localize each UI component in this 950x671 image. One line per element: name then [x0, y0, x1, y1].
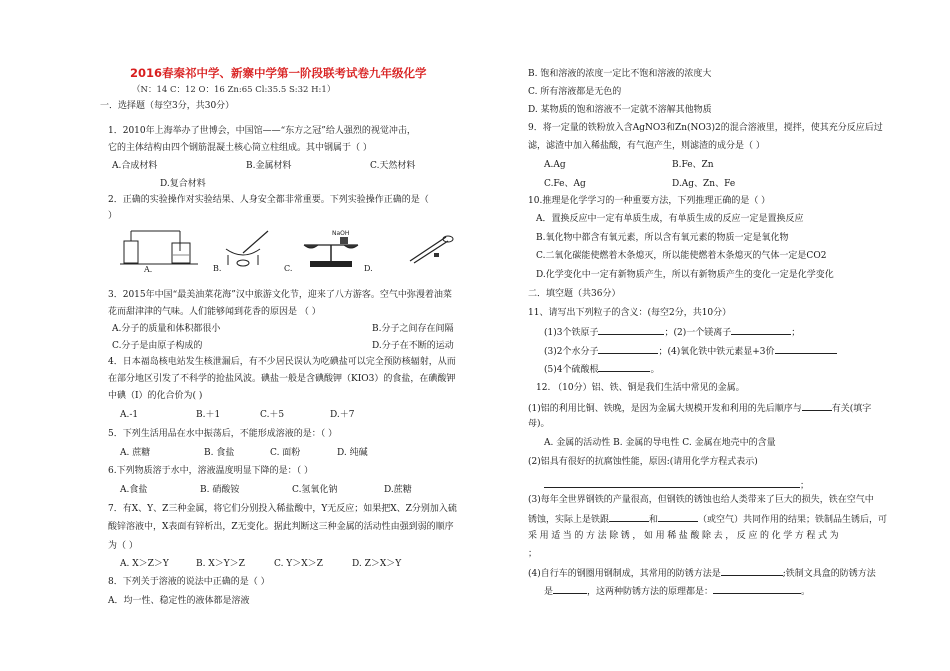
q12-part3-text-a: 锈蚀，实际上是铁跟 [528, 515, 610, 525]
q12-part2-end: ； [800, 481, 810, 491]
q11-row3 [544, 362, 660, 376]
q6-option-a: A.食盐 [120, 485, 148, 495]
q2-label-c: C. [284, 264, 293, 273]
q11-row2 [544, 344, 837, 358]
q5-line1: 5．下列生活用品在水中振荡后，不能形成溶液的是：（ ） [108, 429, 338, 439]
q4-option-d: D.＋7 [330, 410, 355, 420]
q4-line1: 4．日本福岛核电站发生核泄漏后，有不少居民误认为吃碘盐可以完全预防核辐射，从而 [108, 357, 456, 367]
q7-line3: 为（ ） [108, 541, 138, 551]
q9-line1: 9．将一定量的铁粉放入含AgNO3和Zn(NO3)2的混合溶液里，搅拌，使其充分反应后过 [528, 123, 883, 133]
q3-line1: 3．2015年中国“最美油菜花海”汉中旅游文化节，迎来了八方游客。空气中弥漫着油菜 [108, 290, 452, 300]
q11-p2-end: ； [791, 328, 801, 338]
q12-part3-end: ； [528, 549, 538, 559]
q7-option-c: C. Y＞X＞Z [274, 559, 323, 569]
q2-label-b: B. [213, 264, 222, 273]
q6-option-c: C.氢氧化钠 [292, 485, 338, 495]
q11-p1: (1)3个铁原子 [544, 328, 599, 338]
q6-line1: 6.下列物质溶于水中，溶液温度明显下降的是：（ ） [108, 466, 313, 476]
apparatus-c-balance-icon [296, 227, 366, 269]
q12-part3-text-b: 和 [649, 515, 659, 525]
apparatus-d-icon [400, 227, 460, 267]
q12-part1-line2: 母)。 [528, 419, 550, 429]
q8-option-b: B. 饱和溶液的浓度一定比不饱和溶液的浓度大 [528, 69, 712, 79]
q9-option-b: B.Fe、Zn [672, 160, 714, 170]
q2-line2: ） [108, 211, 118, 221]
q3-line2: 花而甜津津的气味。人们能够闻到花香的原因是 （ ） [108, 307, 321, 317]
atomic-masses: （N：14 C：12 O：16 Zn:65 Cl:35.5 S:32 H:1） [132, 85, 336, 95]
q12-blank-2[interactable] [609, 512, 649, 522]
q3-option-c: C.分子是由原子构成的 [112, 341, 203, 351]
q8-option-d: D. 某物质的饱和溶液不一定就不溶解其他物质 [528, 105, 712, 115]
q6-option-b: B. 硝酸铵 [200, 485, 240, 495]
q12-part4-line2 [544, 584, 810, 598]
q11-p2: ；(2)一个镁离子 [664, 328, 732, 338]
q12-blank-6[interactable] [713, 584, 801, 594]
q9-option-a: A.Ag [544, 160, 566, 170]
q7-option-d: D. Z＞X＞Y [352, 559, 402, 569]
q9-option-d: D.Ag、Zn、Fe [672, 179, 736, 189]
q11-blank-3[interactable] [598, 344, 658, 354]
q1-line2: 它的主体结构由四个钢筋混凝土核心筒立柱组成。其中钢属于（ ） [108, 143, 372, 153]
q12-blank-3[interactable] [658, 512, 698, 522]
q3-option-b: B.分子之间存在间隔 [372, 324, 454, 334]
q10-option-a: A．置换反应中一定有单质生成，有单质生成的反应一定是置换反应 [536, 214, 804, 224]
q7-line1: 7．有X、Y、Z三种金属，将它们分别投入稀盐酸中，Y无反应；如果把X、Z分别加入硫 [108, 504, 457, 514]
section-fill-heading: 二．填空题（共36分） [528, 289, 621, 299]
q7-option-b: B. X＞Y＞Z [196, 559, 245, 569]
q4-line3: 中碘（I）的化合价为( ) [108, 391, 203, 401]
q1-option-c: C.天然材料 [370, 161, 416, 171]
q5-option-b: B. 食盐 [204, 448, 235, 458]
q11-blank-4[interactable] [775, 344, 837, 354]
q3-option-a: A.分子的质量和体积都很小 [112, 324, 221, 334]
q1-option-d: D.复合材料 [160, 179, 206, 189]
q10-option-b: B.氧化物中都含有氧元素，所以含有氧元素的物质一定是氧化物 [536, 233, 789, 243]
q11-p5-end: 。 [650, 365, 660, 375]
q8-option-a: A．均一性、稳定性的液体都是溶液 [108, 596, 250, 606]
apparatus-a-icon [120, 227, 200, 267]
apparatus-b-icon [218, 227, 278, 267]
q12-part4-end: 。 [801, 587, 811, 597]
q12-blank-5[interactable] [553, 584, 587, 594]
q11-line1: 11、请写出下列粒子的含义：(每空2分，共10分） [528, 308, 732, 318]
q11-p4: ；(4)氧化铁中铁元素显+3价 [658, 347, 775, 357]
q1-option-a: A.合成材料 [112, 161, 158, 171]
q12-part4-text-d: ，这两种防锈方法的原理都是： [587, 587, 714, 597]
q10-option-d: D.化学变化中一定有新物质产生，所以有新物质产生的变化一定是化学变化 [536, 270, 834, 280]
q11-blank-5[interactable] [598, 362, 650, 372]
q12-part3-line1: (3)每年全世界钢铁的产量很高，但钢铁的锈蚀也给人类带来了巨大的损失，铁在空气中 [528, 495, 874, 505]
q5-option-a: A. 蔗糖 [120, 448, 151, 458]
q12-part4-text-b: ;铁制文具盒的防锈方法 [782, 569, 876, 579]
q2-label-a: A． [144, 265, 158, 274]
q7-line2: 酸锌溶液中，X表面有锌析出，Z无变化。据此判断这三种金属的活动性由强到弱的顺序 [108, 522, 454, 532]
q12-options: A. 金属的活动性 B. 金属的导电性 C. 金属在地壳中的含量 [544, 438, 776, 448]
q12-blank-4[interactable] [721, 566, 783, 576]
exam-title: 2016春秦祁中学、新寨中学第一阶段联考试卷九年级化学 [130, 66, 427, 80]
q9-option-c: C.Fe、Ag [544, 179, 586, 189]
q12-part3-text-c: （或空气）共同作用的结果；铁制品生锈后，可 [698, 515, 888, 525]
section-choice-heading: 一．选择题（每空3分，共30分） [100, 101, 235, 111]
q10-option-c: C.二氧化碳能使燃着木条熄灭，所以能使燃着木条熄灭的气体一定是CO2 [536, 251, 827, 261]
q12-part1 [528, 401, 871, 415]
q4-line2: 在部分地区引发了不科学的抢盐风波。碘盐一般是含碘酸钾（KIO3）的食盐，在碘酸钾 [108, 374, 456, 384]
q6-option-d: D.蔗糖 [384, 485, 412, 495]
q12-part4-text-c: 是 [544, 587, 554, 597]
q5-option-d: D. 纯碱 [337, 448, 368, 458]
q12-blank-1[interactable] [802, 401, 832, 411]
q12-part4-line1 [528, 566, 876, 580]
q7-option-a: A. X＞Z＞Y [120, 559, 169, 569]
q12-blank-equation-1[interactable] [544, 478, 800, 488]
q12-part3-line3: 采用适当的方法除锈，如用稀盐酸除去，反应的化学方程式为 [528, 531, 842, 541]
q4-option-a: A.-1 [120, 410, 139, 420]
q12-part4-text-a: (4)自行车的钢圈用钢制成，其常用的防锈方法是 [528, 569, 721, 579]
q12-line1: 12. （10分）铝、铁、铜是我们生活中常见的金属。 [536, 383, 745, 393]
q3-option-d: D.分子在不断的运动 [372, 341, 454, 351]
q11-row1 [544, 325, 800, 339]
q2-apparatus-figures [100, 227, 495, 275]
q12-part1-end: 有关(填字 [831, 404, 872, 414]
q11-blank-2[interactable] [731, 325, 791, 335]
q8-option-c: C. 所有溶液都是无色的 [528, 87, 622, 97]
q12-part2-answer [544, 478, 809, 492]
q11-p5: (5)4个硫酸根 [544, 365, 599, 375]
q12-part3-line4 [528, 548, 537, 560]
q11-blank-1[interactable] [598, 325, 664, 335]
q11-p3: (3)2个水分子 [544, 347, 599, 357]
q12-part2: (2)铝具有很好的抗腐蚀性能，原因:(请用化学方程式表示) [528, 457, 758, 467]
q12-part1-text: (1)铝的利用比铜、铁晚，是因为金属大规模开发和利用的先后顺序与 [528, 404, 802, 414]
q8-line1: 8．下列关于溶液的说法中正确的是（ ） [108, 577, 270, 587]
q5-option-c: C. 面粉 [270, 448, 301, 458]
q1-option-b: B.金属材料 [246, 161, 292, 171]
q9-line2: 滤，滤渣中加入稀盐酸，有气泡产生，则滤渣的成分是（ ） [528, 141, 765, 151]
q2-line1: 2．正确的实验操作对实验结果、人身安全都非常重要。下列实验操作正确的是（ [108, 195, 429, 205]
q1-line1: 1．2010年上海举办了世博会，中国馆——“东方之冠”给人强烈的视觉冲击， [108, 126, 416, 136]
q2-label-d: D. [364, 264, 373, 273]
q4-option-b: B.＋1 [196, 410, 221, 420]
q12-part3-line2 [528, 512, 887, 526]
q10-line1: 10.推理是化学学习的一种重要方法，下列推理正确的是（ ） [528, 196, 771, 206]
naoh-label: NaOH [332, 230, 350, 237]
q4-option-c: C.＋5 [260, 410, 285, 420]
